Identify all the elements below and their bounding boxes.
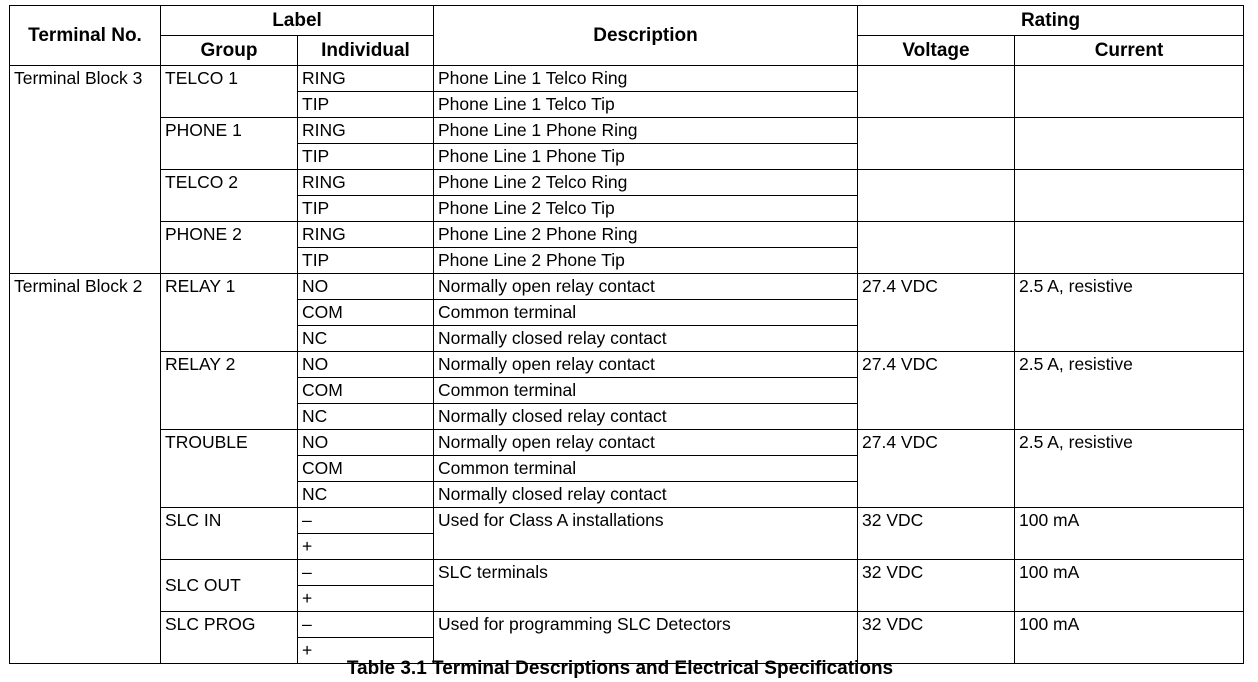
header-description: Description xyxy=(434,6,858,66)
description-cell: Phone Line 1 Phone Ring xyxy=(434,118,858,144)
description-cell: Phone Line 1 Telco Tip xyxy=(434,92,858,118)
voltage-cell xyxy=(858,118,1015,170)
individual-cell: RING xyxy=(298,118,434,144)
voltage-cell: 32 VDC xyxy=(858,612,1015,664)
current-cell: 100 mA xyxy=(1015,612,1244,664)
description-cell: Common terminal xyxy=(434,378,858,404)
individual-cell: NC xyxy=(298,326,434,352)
description-cell: Phone Line 1 Phone Tip xyxy=(434,144,858,170)
current-cell: 100 mA xyxy=(1015,508,1244,560)
header-terminal-no: Terminal No. xyxy=(10,6,161,66)
description-cell: Used for programming SLC Detectors xyxy=(434,612,858,664)
individual-cell: RING xyxy=(298,222,434,248)
individual-cell: – xyxy=(298,612,434,638)
description-cell: Used for Class A installations xyxy=(434,508,858,560)
current-cell xyxy=(1015,222,1244,274)
header-label: Label xyxy=(161,6,434,36)
individual-cell: TIP xyxy=(298,92,434,118)
description-cell: SLC terminals xyxy=(434,560,858,612)
group-cell: RELAY 1 xyxy=(161,274,298,352)
header-individual: Individual xyxy=(298,36,434,66)
table-row xyxy=(10,352,1244,378)
voltage-cell xyxy=(858,222,1015,274)
voltage-cell: 27.4 VDC xyxy=(858,430,1015,508)
current-cell xyxy=(1015,118,1244,170)
description-cell: Phone Line 2 Phone Tip xyxy=(434,248,858,274)
header-current: Current xyxy=(1015,36,1244,66)
voltage-cell: 27.4 VDC xyxy=(858,274,1015,352)
table-row xyxy=(10,66,1244,92)
table-row xyxy=(10,222,1244,248)
current-cell: 2.5 A, resistive xyxy=(1015,430,1244,508)
individual-cell: + xyxy=(298,534,434,560)
table-row xyxy=(10,430,1244,456)
group-cell: SLC OUT xyxy=(161,560,298,612)
current-cell: 100 mA xyxy=(1015,560,1244,612)
individual-cell: RING xyxy=(298,170,434,196)
individual-cell: COM xyxy=(298,456,434,482)
description-cell: Common terminal xyxy=(434,456,858,482)
group-cell: PHONE 2 xyxy=(161,222,298,274)
table-row xyxy=(10,508,1244,534)
individual-cell: TIP xyxy=(298,248,434,274)
individual-cell: NO xyxy=(298,430,434,456)
voltage-cell: 32 VDC xyxy=(858,508,1015,560)
individual-cell: COM xyxy=(298,378,434,404)
individual-cell: NC xyxy=(298,404,434,430)
description-cell: Phone Line 1 Telco Ring xyxy=(434,66,858,92)
current-cell: 2.5 A, resistive xyxy=(1015,352,1244,430)
individual-cell: NO xyxy=(298,274,434,300)
table-header xyxy=(10,6,1244,66)
individual-cell: NO xyxy=(298,352,434,378)
terminal-block-cell: Terminal Block 3 xyxy=(10,66,161,274)
description-cell: Normally closed relay contact xyxy=(434,404,858,430)
individual-cell: COM xyxy=(298,300,434,326)
description-cell: Normally open relay contact xyxy=(434,352,858,378)
header-group: Group xyxy=(161,36,298,66)
table-caption: Table 3.1 Terminal Descriptions and Electrical Specifications xyxy=(346,658,894,679)
group-cell: SLC IN xyxy=(161,508,298,560)
table-row xyxy=(10,560,1244,586)
description-cell: Common terminal xyxy=(434,300,858,326)
current-cell xyxy=(1015,170,1244,222)
individual-cell: TIP xyxy=(298,144,434,170)
individual-cell: NC xyxy=(298,482,434,508)
individual-cell: RING xyxy=(298,66,434,92)
group-cell: TROUBLE xyxy=(161,430,298,508)
description-cell: Phone Line 2 Phone Ring xyxy=(434,222,858,248)
individual-cell: + xyxy=(298,586,434,612)
current-cell xyxy=(1015,66,1244,118)
table-row xyxy=(10,170,1244,196)
header-voltage: Voltage xyxy=(858,36,1015,66)
group-cell: TELCO 1 xyxy=(161,66,298,118)
table-row xyxy=(10,118,1244,144)
table-body xyxy=(10,66,1244,664)
description-cell: Normally open relay contact xyxy=(434,430,858,456)
individual-cell: – xyxy=(298,508,434,534)
description-cell: Phone Line 2 Telco Ring xyxy=(434,170,858,196)
voltage-cell xyxy=(858,170,1015,222)
group-cell: RELAY 2 xyxy=(161,352,298,430)
individual-cell: – xyxy=(298,560,434,586)
voltage-cell xyxy=(858,66,1015,118)
description-cell: Normally closed relay contact xyxy=(434,326,858,352)
current-cell: 2.5 A, resistive xyxy=(1015,274,1244,352)
individual-cell: TIP xyxy=(298,196,434,222)
individual-cell: + xyxy=(298,638,434,664)
terminal-block-cell: Terminal Block 2 xyxy=(10,274,161,664)
group-cell: TELCO 2 xyxy=(161,170,298,222)
table-row xyxy=(10,612,1244,638)
description-cell: Phone Line 2 Telco Tip xyxy=(434,196,858,222)
table-row xyxy=(10,274,1244,300)
description-cell: Normally open relay contact xyxy=(434,274,858,300)
group-cell: SLC PROG xyxy=(161,612,298,664)
header-rating: Rating xyxy=(858,6,1244,36)
terminal-spec-table xyxy=(9,5,1244,664)
voltage-cell: 27.4 VDC xyxy=(858,352,1015,430)
voltage-cell: 32 VDC xyxy=(858,560,1015,612)
group-cell: PHONE 1 xyxy=(161,118,298,170)
description-cell: Normally closed relay contact xyxy=(434,482,858,508)
